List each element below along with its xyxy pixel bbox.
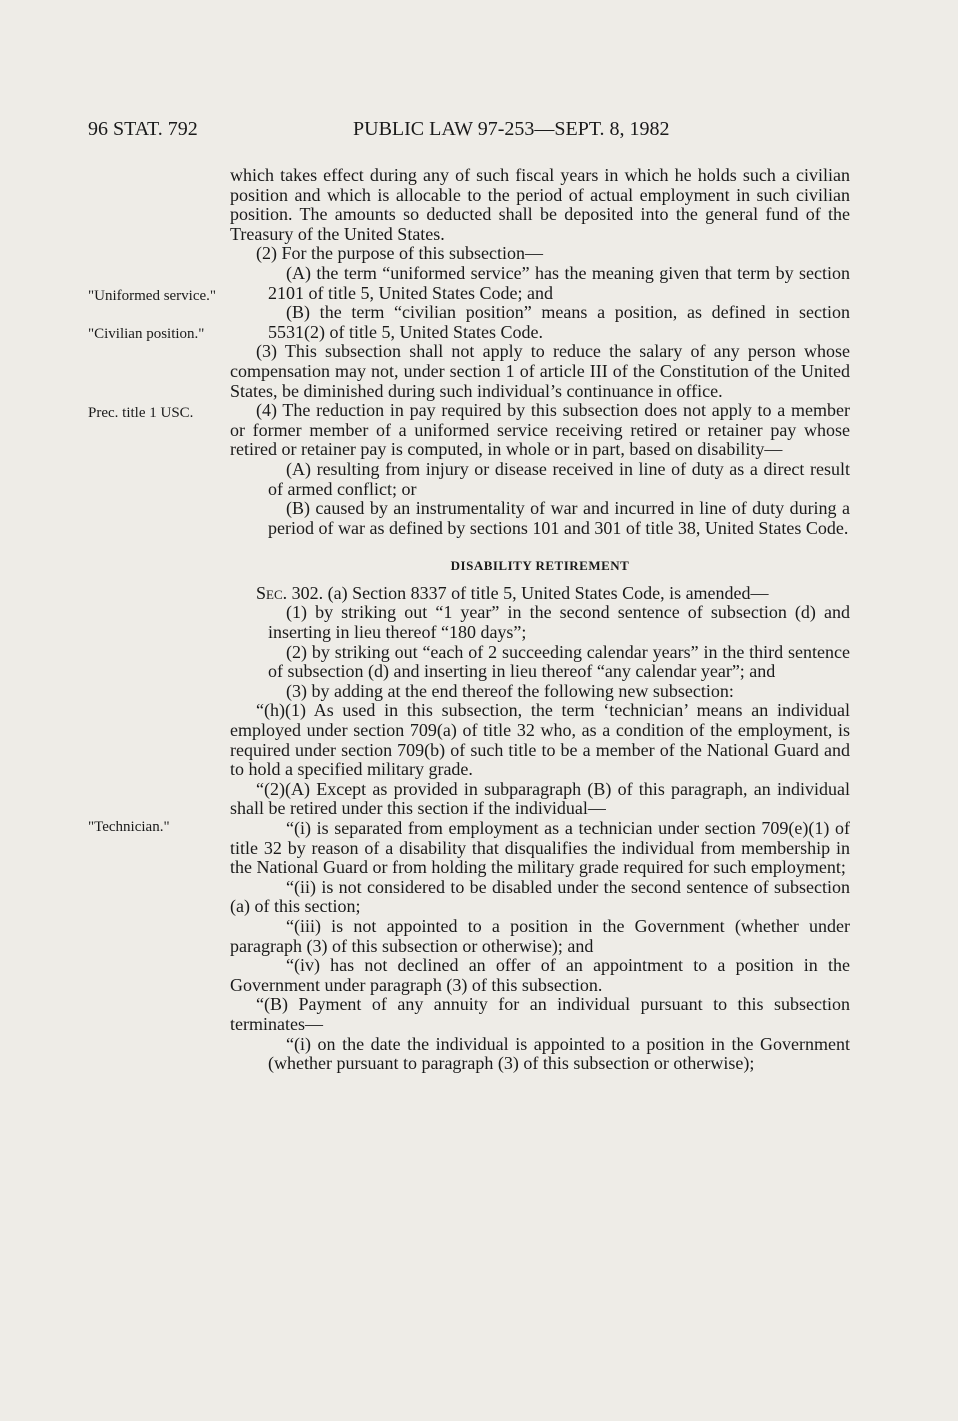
section-label: Sec.	[256, 582, 288, 603]
paragraph: “(B) Payment of any annuity for an individual pursuant to this subsection terminates—	[230, 994, 850, 1034]
law-title: PUBLIC LAW 97-253—SEPT. 8, 1982	[353, 118, 670, 140]
margin-note-uniformed: "Uniformed service."	[88, 288, 217, 304]
paragraph: “(2)(A) Except as provided in subparagraph (B) of this paragraph, an individual shall be retired under this section if the individual—	[230, 778, 850, 819]
paragraph: (3) This subsection shall not apply to reduce the salary of any person whose compensation may not, under section 1 of article III of the Constitution of the United States, be diminished during such individual’s continuance in office.	[230, 341, 850, 401]
paragraph: (A) the term “uniformed service” has the meaning given that term by section 2101 of title 5, United States Code; and	[268, 262, 850, 303]
paragraph: (2) by striking out “each of 2 succeeding calendar years” in the third sentence of subsection (d) and inserting in lieu thereof “any calendar year”; and	[268, 641, 850, 682]
paragraph: (2) For the purpose of this subsection—	[256, 243, 543, 264]
paragraph: (A) resulting from injury or disease received in line of duty as a direct result of armed conflict; or	[268, 458, 850, 499]
margin-note-civilian: "Civilian position."	[88, 326, 205, 342]
paragraph: (B) caused by an instrumentality of war and incurred in line of duty during a period of war as defined by sections 101 and 301 of title 38, United States Code.	[268, 498, 850, 538]
paragraph: “(i) is separated from employment as a technician under section 709(e)(1) of title 32 by reason of a disability that disqualifies the individual from membership in the National Guard or from holding the military grade required for such employment;	[230, 818, 850, 878]
paragraph: “(i) on the date the individual is appointed to a position in the Government (whether pursuant to paragraph (3) of this subsection or otherwise);	[268, 1033, 850, 1074]
stat-citation: 96 STAT. 792	[88, 118, 198, 140]
paragraph: “(iii) is not appointed to a position in the Government (whether under paragraph (3) of this subsection or otherwise); and	[230, 915, 850, 956]
paragraph: “(iv) has not declined an offer of an appointment to a position in the Government under paragraph (3) of this subsection.	[230, 955, 850, 995]
margin-note-prec: Prec. title 1 USC.	[88, 405, 194, 421]
paragraph: “(ii) is not considered to be disabled under the second sentence of subsection (a) of this section;	[230, 876, 850, 917]
paragraph: “(h)(1) As used in this subsection, the term ‘technician’ means an individual employed under section 709(a) of title 32 who, as a condition of the employment, is required under section 709(b) of such title to be a member of the National Guard and to hold a specified military grade.	[230, 700, 850, 780]
paragraph: (1) by striking out “1 year” in the second sentence of subsection (d) and inserting in lieu thereof “180 days”;	[268, 602, 850, 643]
paragraph: (B) the term “civilian position” means a position, as defined in section 5531(2) of title 5, United States Code.	[268, 302, 850, 342]
body-text	[230, 166, 850, 1074]
section-heading: DISABILITY RETIREMENT	[450, 558, 630, 574]
margin-note-technician: "Technician."	[88, 819, 170, 835]
section-text: 302. (a) Section 8337 of title 5, United States Code, is amended—	[291, 582, 769, 603]
paragraph: (3) by adding at the end thereof the following new subsection:	[286, 680, 734, 701]
paragraph: (4) The reduction in pay required by this subsection does not apply to a member or former member of a uniformed service receiving retired or retainer pay whose retired or retainer pay is computed, in whole or in part, based on disability—	[230, 400, 850, 460]
section-302	[230, 584, 850, 604]
paragraph: which takes effect during any of such fiscal years in which he holds such a civilian position and which is allocable to the period of actual employment in such civilian position. The amounts so deducted shall be deposited into the general fund of the Treasury of the United States.	[230, 165, 850, 244]
